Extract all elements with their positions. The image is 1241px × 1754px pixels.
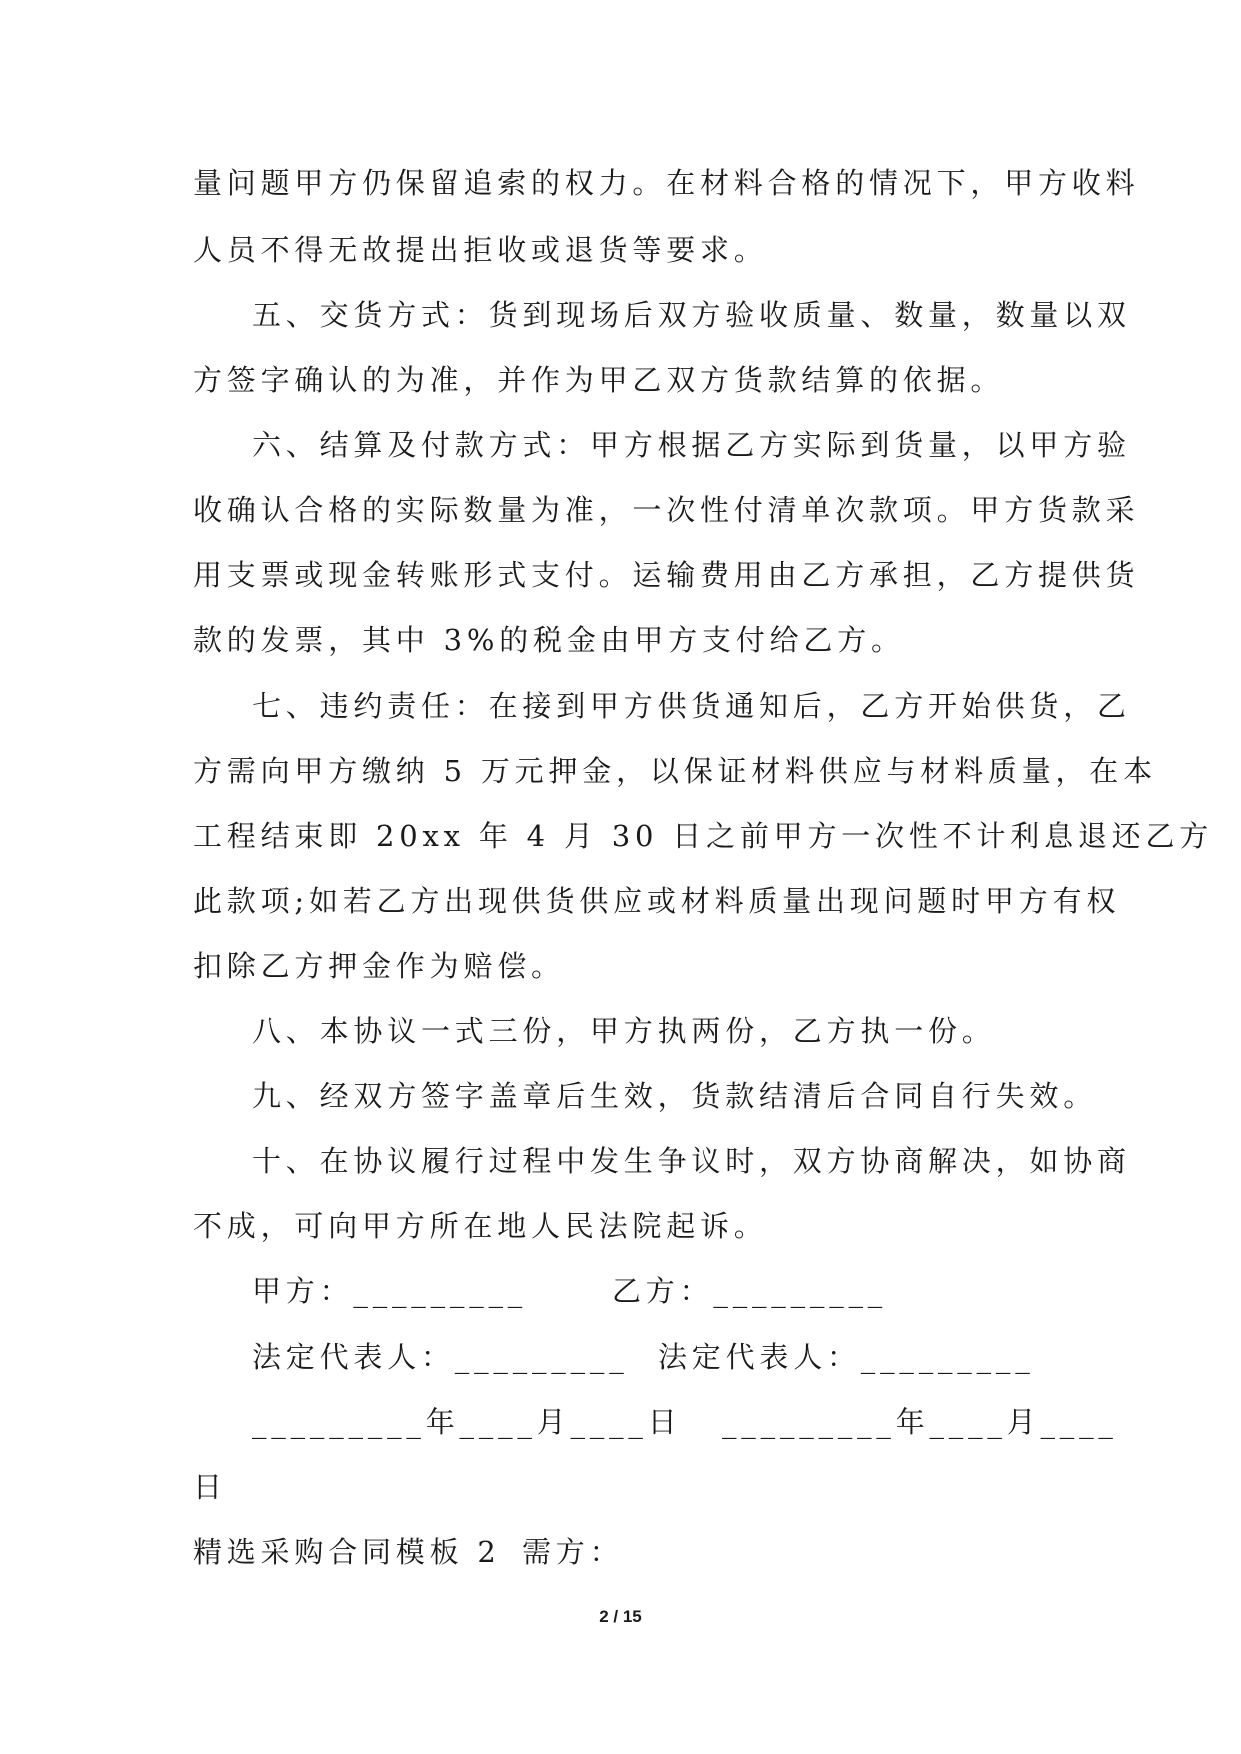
paragraph-line: 款的发票，其中 3%的税金由甲方支付给乙方。 (193, 623, 905, 657)
clause-delivery: 五、交货方式：货到现场后双方验收质量、数量，数量以双 (252, 298, 1131, 332)
paragraph-line: 工程结束即 20xx 年 4 月 30 日之前甲方一次性不计利息退还乙方 (193, 819, 1214, 853)
rep-b-field: 法定代表人：_________ (658, 1340, 1035, 1374)
page-number: 2 / 15 (599, 1607, 642, 1626)
clause-dispute: 十、在协议履行过程中发生争议时，双方协商解决，如协商 (252, 1144, 1131, 1178)
party-b-field: 乙方：_________ (612, 1274, 888, 1308)
date-a-field: _________年____月____日 (252, 1405, 682, 1439)
paragraph-line: 方签字确认的为准，并作为甲乙双方货款结算的依据。 (193, 363, 1005, 397)
clause-copies: 八、本协议一式三份，甲方执两份，乙方执一份。 (252, 1014, 996, 1048)
paragraph-line: 收确认合格的实际数量为准，一次性付清单次款项。甲方货款采 (193, 493, 1140, 527)
date-b-field: _________年____月____ (722, 1405, 1118, 1439)
paragraph-line: 不成，可向甲方所在地人民法院起诉。 (193, 1209, 768, 1243)
rep-a-field: 法定代表人：_________ (252, 1340, 629, 1374)
buyer-label: 需方： (522, 1535, 624, 1569)
paragraph-line: 方需向甲方缴纳 5 万元押金，以保证材料供应与材料质量，在本 (193, 754, 1157, 788)
clause-effect: 九、经双方签字盖章后生效，货款结清后合同自行失效。 (252, 1079, 1098, 1113)
paragraph-line: 量问题甲方仍保留追索的权力。在材料合格的情况下，甲方收料 (193, 166, 1140, 200)
clause-settlement: 六、结算及付款方式：甲方根据乙方实际到货量，以甲方验 (252, 428, 1131, 462)
clause-liability: 七、违约责任：在接到甲方供货通知后，乙方开始供货，乙 (252, 689, 1131, 723)
date-b-tail: 日 (193, 1470, 227, 1504)
paragraph-line: 扣除乙方押金作为赔偿。 (193, 949, 565, 983)
paragraph-line: 用支票或现金转账形式支付。运输费用由乙方承担，乙方提供货 (193, 558, 1140, 592)
paragraph-line: 此款项;如若乙方出现供货供应或材料质量出现问题时甲方有权 (193, 884, 1121, 918)
section-title: 精选采购合同模板 2 (193, 1535, 501, 1569)
party-a-field: 甲方：_________ (252, 1274, 528, 1308)
paragraph-line: 人员不得无故提出拒收或退货等要求。 (193, 233, 768, 267)
